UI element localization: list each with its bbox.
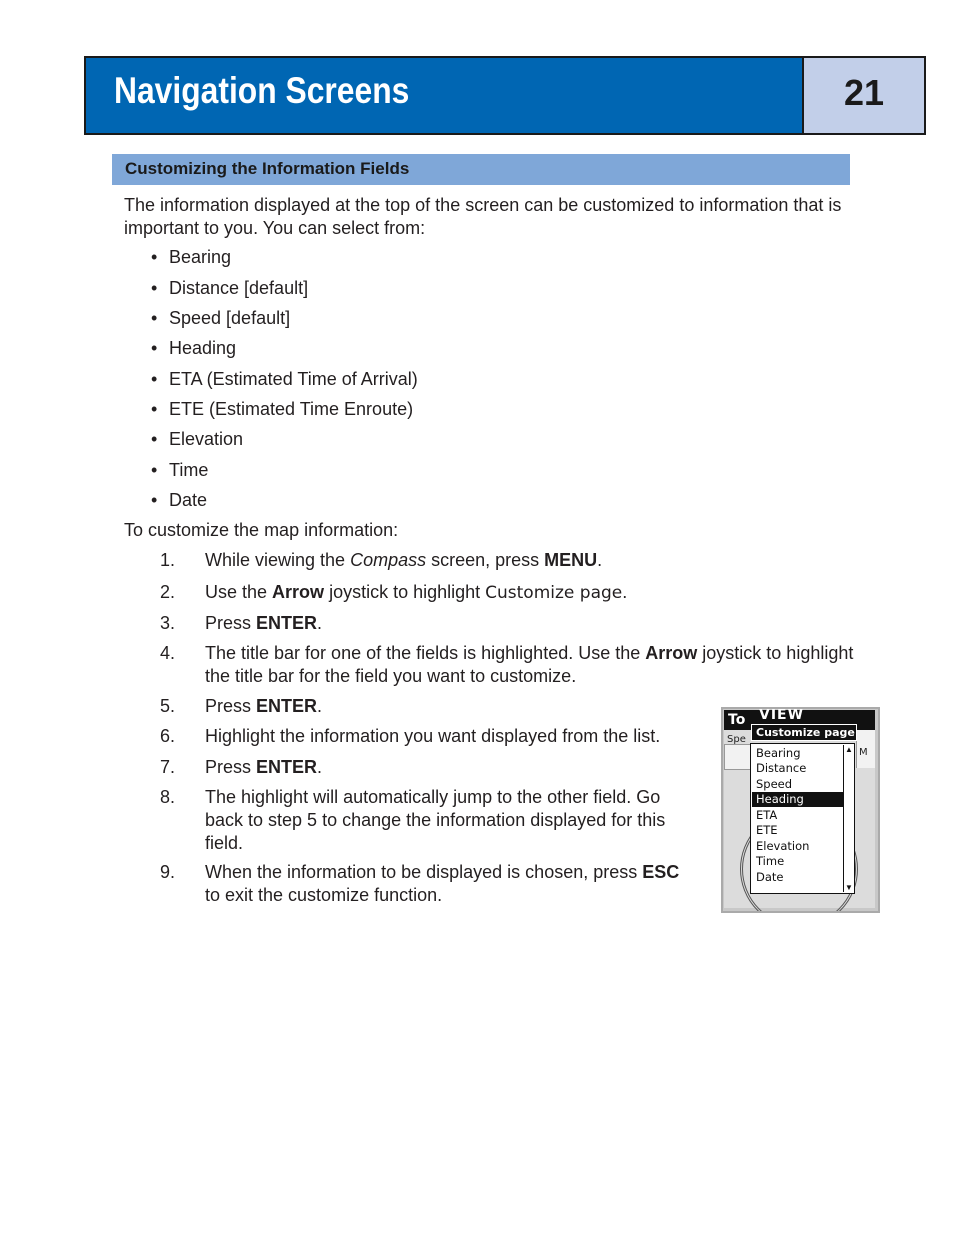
popup-title: Customize page: [756, 726, 855, 739]
page-header: [84, 56, 926, 135]
scroll-down-arrow-icon[interactable]: ▼: [845, 883, 853, 892]
option-list-item: • Bearing: [151, 247, 232, 267]
page-number-box: [802, 58, 924, 133]
list-item[interactable]: Elevation: [756, 839, 810, 853]
section-title: Customizing the Information Fields: [125, 159, 410, 178]
scroll-up-arrow-icon[interactable]: ▲: [845, 745, 853, 754]
option-list-item: • Elevation: [151, 429, 244, 449]
device-screenshot: [721, 707, 880, 913]
list-item[interactable]: ETA: [756, 808, 778, 822]
device-to-label: To: [728, 712, 746, 728]
option-list-item: • ETE (Estimated Time Enroute): [151, 399, 414, 419]
device-speed-label: Spe: [727, 734, 746, 745]
list-item[interactable]: ETE: [756, 823, 778, 837]
page-number: 21: [843, 72, 885, 113]
section-heading-bar: [112, 154, 850, 185]
list-item[interactable]: Distance: [756, 761, 807, 775]
list-item[interactable]: Date: [756, 870, 784, 884]
list-item[interactable]: Time: [756, 854, 785, 868]
list-scrollbar[interactable]: [843, 745, 853, 892]
field-option-list[interactable]: [750, 743, 855, 894]
popup-title-bar: [751, 724, 857, 741]
chapter-title: Navigation Screens: [114, 70, 410, 111]
device-screen: [724, 707, 875, 908]
option-list-item: • ETA (Estimated Time of Arrival): [151, 369, 418, 389]
option-list-item: • Speed [default]: [151, 308, 291, 328]
device-m-label: M: [859, 747, 868, 758]
steps-lead: To customize the map information:: [124, 520, 399, 540]
device-view-label: VIEW: [759, 707, 805, 723]
list-item[interactable]: Bearing: [756, 746, 801, 760]
option-list-item: • Time: [151, 460, 209, 480]
option-list-item: • Heading: [151, 338, 237, 358]
intro-paragraph: The information displayed at the top of the screen can be customized to information that is important to you. You can select from:: [124, 195, 842, 238]
option-list-item: • Distance [default]: [151, 278, 309, 298]
option-list-item: • Date: [151, 490, 208, 510]
device-left-field: [724, 744, 752, 770]
list-item-selected[interactable]: Heading: [752, 792, 843, 807]
list-item[interactable]: Speed: [756, 777, 793, 791]
